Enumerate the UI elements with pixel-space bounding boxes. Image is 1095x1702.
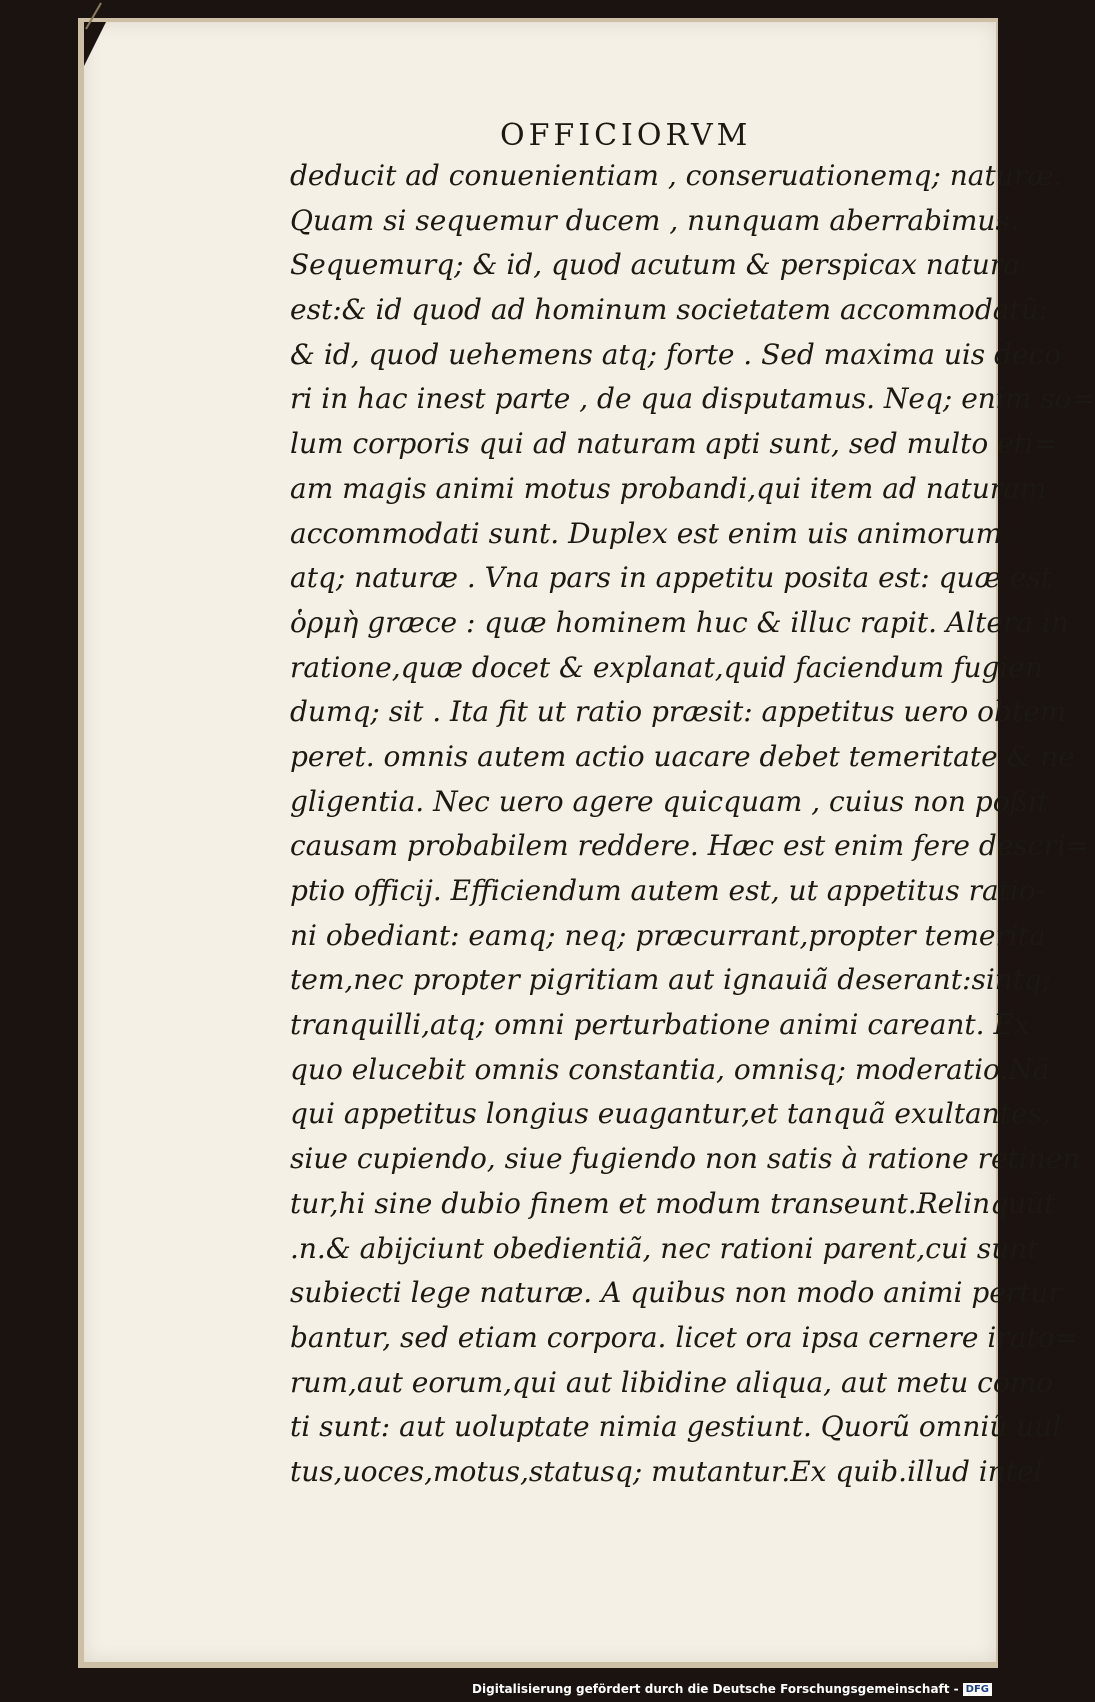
text-line: .n.& abijciunt obedientiã, nec rationi parent,cui sunt <box>290 1231 1039 1265</box>
text-line: tus,uoces,motus,statusq; mutantur.Ex quib.illud intel <box>290 1454 1043 1488</box>
text-line: & id, quod uehemens atq; forte . Sed maxima uis deco <box>290 337 1062 371</box>
text-line: atq; naturæ . Vna pars in appetitu posita est: quæ est <box>290 561 1052 595</box>
text-line: Quam si sequemur ducem , nunquam aberrabimus. <box>290 203 1019 237</box>
text-line: tur,hi sine dubio finem et modum transeunt.Relinquũt <box>290 1186 1056 1220</box>
digitization-footer <box>472 1682 992 1696</box>
text-line: accommodati sunt. Duplex est enim uis animorum <box>290 516 1003 550</box>
text-line: dumq; sit . Ita fit ut ratio præsit: appetitus uero obtem <box>290 695 1067 729</box>
text-line: tranquilli,atq; omni perturbatione animi careant. Ex <box>290 1008 1030 1042</box>
text-line: ratione,quæ docet & explanat,quid faciendum fugien <box>290 650 1043 684</box>
running-head: OFFICIORVM <box>500 118 752 153</box>
text-line: siue cupiendo, siue fugiendo non satis à ratione retinen <box>290 1142 1081 1176</box>
text-line: causam probabilem reddere. Hæc est enim fere descri= <box>290 829 1090 863</box>
text-line: tem,nec propter pigritiam aut ignauiã deserant:sintq; <box>290 963 1052 997</box>
text-line: ptio officij. Efficiendum autem est, ut appetitus ratio- <box>290 874 1046 907</box>
text-line: lum corporis qui ad naturam apti sunt, sed multo eti= <box>290 427 1058 461</box>
text-line: am magis animi motus probandi,qui item ad naturam <box>290 471 1047 505</box>
footer-credit-text: Digitalisierung gefördert durch die Deutsche Forschungsgemeinschaft - <box>472 1682 959 1696</box>
text-line: subiecti lege naturæ. A quibus non modo animi pertur <box>290 1276 1062 1310</box>
text-line: ni obediant: eamq; neq; præcurrant,propter temerita <box>290 918 1046 952</box>
body-text <box>290 154 1095 1495</box>
text-line: Sequemurq; & id, quod acutum & perspicax natura <box>290 248 1020 282</box>
text-line: deducit ad conuenientiam , conseruationemq; naturæ. <box>290 159 1063 192</box>
text-line: peret. omnis autem actio uacare debet temeritate & ne <box>290 739 1075 773</box>
text-line: rum,aut eorum,qui aut libidine aliqua, aut metu cõmo <box>290 1365 1054 1399</box>
text-line: quo elucebit omnis constantia, omnisq; moderatio.Nã <box>290 1052 1050 1086</box>
text-line: bantur, sed etiam corpora. licet ora ipsa cernere irato= <box>290 1320 1079 1354</box>
dfg-logo: DFG <box>963 1683 992 1696</box>
text-line: ri in hac inest parte , de qua disputamus. Neq; enim so= <box>290 382 1095 416</box>
text-line: ὁρμὴ græce : quæ hominem huc & illuc rapit. Altera in <box>290 605 1069 639</box>
text-line: est:& id quod ad hominum societatem accommodatũ: <box>290 293 1049 327</box>
text-line: qui appetitus longius euagantur,et tanquã exultantes, <box>290 1097 1051 1131</box>
text-line: ti sunt: aut uoluptate nimia gestiunt. Quorũ omniũ uul <box>290 1410 1062 1444</box>
text-line: gligentia. Nec uero agere quicquam , cuius non poßit <box>290 784 1049 818</box>
